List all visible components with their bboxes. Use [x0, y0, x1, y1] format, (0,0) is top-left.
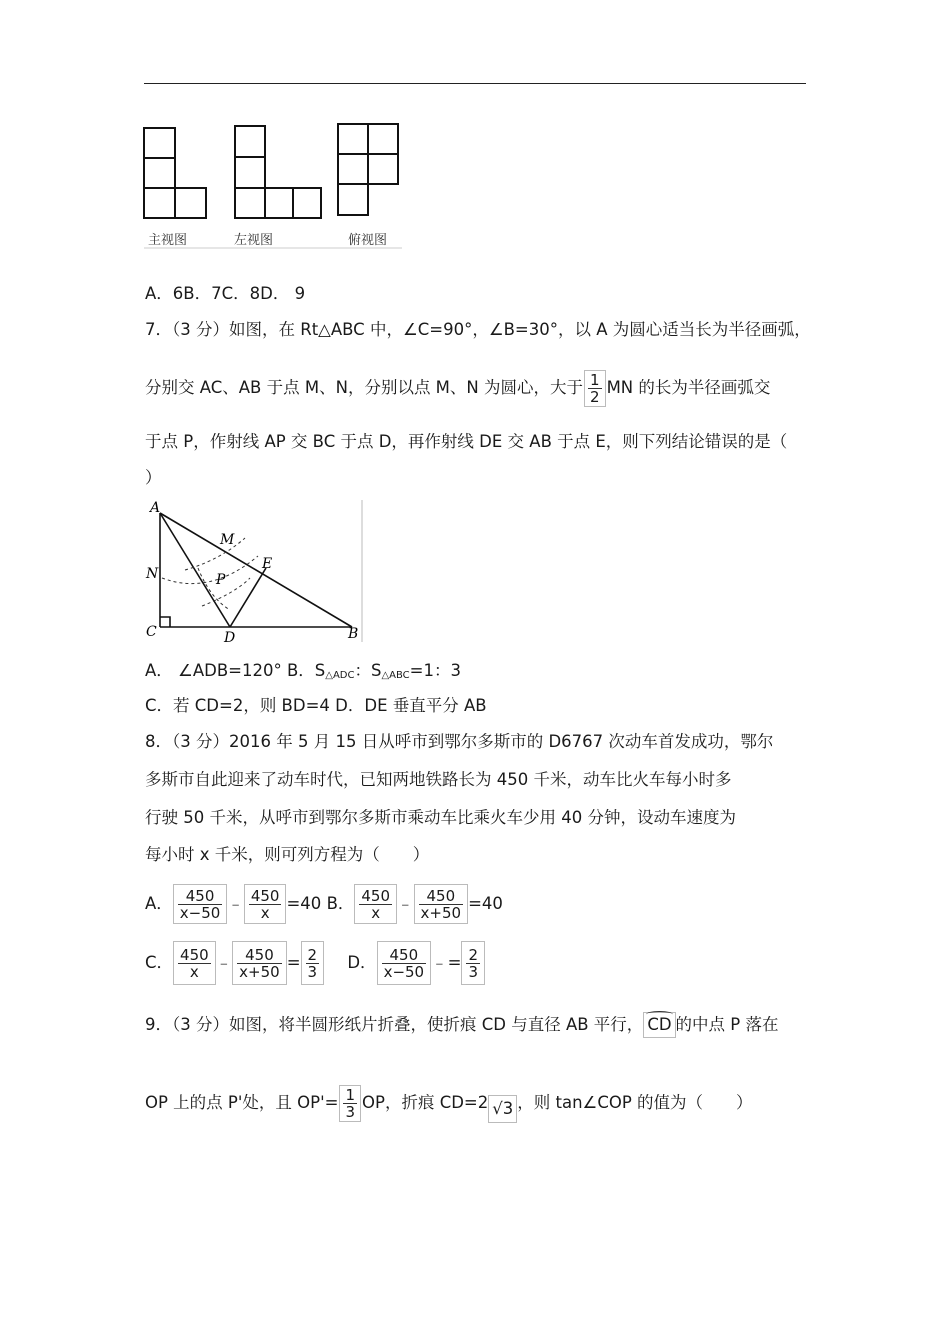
- arc-cd: CD: [643, 1012, 675, 1038]
- q8-option-d: D． $\frac{450}{x-50}$ ﹣= $\frac{2}{3}$: [347, 953, 485, 972]
- left-view-label: 左视图: [234, 233, 274, 248]
- label-M: M: [220, 532, 235, 548]
- q6-options: A．6B．7C．8D． 9: [145, 284, 306, 303]
- q8-line2: 多斯市自此迎来了动车时代，已知两地铁路长为 450 千米，动车比火车每小时多: [145, 770, 732, 789]
- q7-line2: [145, 370, 770, 407]
- q8-line3: 行驶 50 千米，从呼市到鄂尔多斯市乘动车比乘火车少用 40 分钟，设动车速度为: [145, 808, 736, 827]
- q9-line2: OP 上的点 P'处，且 OP'= $\frac{1}{3}$ OP，折痕 CD=2 √3 ，则 tan∠COP 的值为（ ）: [145, 1086, 753, 1121]
- q8-line1: 8．（3 分）2016 年 5 月 15 日从呼市到鄂尔多斯市的 D6767 次动车首发成功，鄂尔: [145, 732, 774, 751]
- q7-line2-a: 分别交 AC、AB 于点 M、N，分别以点 M、N 为圆心，大于: [145, 378, 584, 397]
- q7-option-b: B．$S_{\triangle ADC}$：$S_{\triangle ABC}=1$：3: [286, 661, 461, 681]
- q7-option-d: D．DE 垂直平分 AB: [335, 696, 487, 715]
- q7-option-c: C．若 CD=2，则 BD=4: [145, 696, 330, 715]
- label-N: N: [146, 566, 159, 582]
- top-rule: [144, 83, 806, 84]
- sqrt-three: √3: [488, 1095, 517, 1123]
- q9-line1: 9．（3 分）如图，将半圆形纸片折叠，使折痕 CD 与直径 AB 平行， CD 的中点 P 落在: [145, 1012, 779, 1038]
- q7-line3: 于点 P，作射线 AP 交 BC 于点 D，再作射线 DE 交 AB 于点 E，则下列结论错误的是（: [145, 432, 788, 451]
- q7-line4: ）: [145, 468, 162, 487]
- label-A: A: [150, 500, 161, 516]
- label-P: P: [216, 572, 226, 588]
- q7-line2-b: MN 的长为半径画弧交: [606, 378, 771, 397]
- half-fraction: $\frac{1}{2}$: [584, 370, 606, 407]
- label-E: E: [262, 556, 273, 572]
- label-D: D: [224, 630, 236, 646]
- q7-options-cd: [145, 694, 487, 718]
- q7-line1: 7．（3 分）如图，在 Rt△ABC 中，∠C=90°，∠B=30°，以 A 为圆心适当长为半径画弧，: [145, 320, 811, 339]
- label-B: B: [348, 626, 359, 642]
- third-fraction: $\frac{1}{3}$: [339, 1085, 361, 1122]
- q8-option-b: B． $\frac{450}{x}$ ﹣ $\frac{450}{x+50}$ =40: [327, 894, 503, 913]
- q7-options-ab: [145, 659, 461, 688]
- q8-option-c: C． $\frac{450}{x}$ ﹣ $\frac{450}{x+50}$ = $\frac{2}{3}$: [145, 953, 329, 972]
- q8-options-cd: [145, 941, 485, 985]
- top-view-label: 俯视图: [348, 233, 388, 248]
- front-view-label: 主视图: [148, 233, 188, 248]
- q7-option-a: A． ∠ADB=120°: [145, 661, 282, 680]
- three-views-figure: [140, 118, 410, 253]
- q8-options-ab: [145, 884, 503, 924]
- label-C: C: [146, 624, 157, 640]
- q8-option-a: A． $\frac{450}{x-50}$ ﹣ $\frac{450}{x}$ =40: [145, 894, 327, 913]
- q8-line4: 每小时 x 千米，则可列方程为（ ）: [145, 845, 430, 864]
- triangle-figure: [140, 498, 370, 646]
